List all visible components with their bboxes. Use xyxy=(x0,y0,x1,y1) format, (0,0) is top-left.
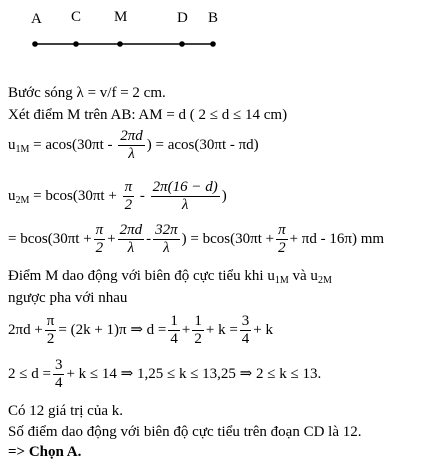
u-symbol: u xyxy=(8,137,16,154)
fraction-denominator: 4 xyxy=(54,374,63,391)
fraction-denominator: 2 xyxy=(95,239,104,256)
consider-point-line: Xét điểm M trên AB: AM = d ( 2 ≤ d ≤ 14 cm) xyxy=(8,107,288,123)
eq-part: = (2k + 1)π ⇒ d = xyxy=(58,322,167,339)
eq-part: = bcos(30πt + xyxy=(8,231,92,248)
combined-equation xyxy=(8,223,384,256)
fraction-denominator: 2 xyxy=(194,330,202,347)
eq-part: ) xyxy=(221,188,227,205)
fraction-numerator: π xyxy=(278,222,286,238)
eq-part: 2πd + xyxy=(8,322,43,339)
eq-part: + k xyxy=(253,322,273,339)
fraction xyxy=(168,314,180,347)
fraction-denominator: 2 xyxy=(278,239,286,256)
fraction-numerator: 3 xyxy=(241,313,250,329)
fraction-numerator: 3 xyxy=(54,357,63,373)
text-part: và u xyxy=(288,268,318,284)
point-a-label: A xyxy=(31,11,42,27)
fraction xyxy=(45,314,57,347)
u1m-equation xyxy=(8,129,259,162)
result-line: Số điểm dao động với biên độ cực tiểu trên đoạn CD là 12. xyxy=(8,424,362,440)
eq-part: - xyxy=(136,188,149,205)
point-d-dot xyxy=(179,41,185,47)
fraction-denominator: 4 xyxy=(241,330,250,347)
fraction-denominator: λ xyxy=(163,239,170,256)
point-b-label: B xyxy=(208,10,219,26)
fraction-numerator: π xyxy=(46,313,55,329)
fraction-numerator: 32π xyxy=(155,222,178,238)
fraction-numerator: π xyxy=(95,222,104,238)
point-m-label: M xyxy=(114,9,128,25)
point-c-label: C xyxy=(71,9,82,25)
fraction xyxy=(153,223,180,256)
fraction-denominator: λ xyxy=(181,196,189,213)
fraction-denominator: λ xyxy=(127,239,135,256)
point-c-dot xyxy=(73,41,79,47)
k-range-equation xyxy=(8,358,321,391)
fraction xyxy=(118,223,145,256)
point-b-dot xyxy=(210,41,216,47)
eq-part: = bcos(30πt + xyxy=(29,188,121,205)
fraction xyxy=(118,129,145,162)
point-d-label: D xyxy=(177,10,188,26)
u-subscript: 2M xyxy=(317,275,332,286)
phase-condition-equation xyxy=(8,314,273,347)
fraction xyxy=(53,358,65,391)
eq-part: + k = xyxy=(205,322,238,339)
fraction xyxy=(240,314,252,347)
k-count-line: Có 12 giá trị của k. xyxy=(8,403,123,419)
fraction xyxy=(123,180,135,213)
fraction-numerator: 2πd xyxy=(120,128,143,144)
eq-part: + πd - 16π) mm xyxy=(289,231,385,248)
fraction-numerator: 1 xyxy=(170,313,178,329)
u-subscript: 1M xyxy=(15,144,30,156)
min-amplitude-condition xyxy=(8,269,332,286)
u-symbol: u xyxy=(8,188,16,205)
eq-part: + xyxy=(181,322,191,339)
text-part: Điểm M dao động với biên độ cực tiểu khi u xyxy=(8,268,275,284)
fraction-numerator: π xyxy=(124,179,133,195)
eq-part: + xyxy=(107,231,116,248)
eq-part: 2 ≤ d = xyxy=(8,366,51,383)
fraction xyxy=(192,314,204,347)
eq-part: - xyxy=(146,231,152,248)
eq-part: ) = bcos(30πt + xyxy=(181,231,275,248)
fraction-denominator: 4 xyxy=(170,330,178,347)
u2m-equation xyxy=(8,180,227,213)
eq-part: + k ≤ 14 ⇒ 1,25 ≤ k ≤ 13,25 ⇒ 2 ≤ k ≤ 13. xyxy=(66,366,322,383)
answer-line: => Chọn A. xyxy=(8,444,82,460)
fraction-numerator: 2πd xyxy=(119,222,143,238)
antiphase-line: ngược pha với nhau xyxy=(8,290,128,306)
wavelength-line: Bước sóng λ = v/f = 2 cm. xyxy=(8,85,166,101)
u-subscript: 1M xyxy=(274,275,289,286)
fraction xyxy=(94,223,106,256)
point-m-dot xyxy=(117,41,123,47)
fraction-denominator: 2 xyxy=(46,330,55,347)
eq-part: = acos(30πt - xyxy=(29,137,117,154)
fraction-numerator: 2π(16 − d) xyxy=(152,179,218,195)
fraction-denominator: λ xyxy=(128,145,135,162)
eq-part: ) = acos(30πt - πd) xyxy=(146,137,259,154)
fraction-denominator: 2 xyxy=(124,196,133,213)
u-subscript: 2M xyxy=(15,195,30,207)
fraction xyxy=(151,180,220,213)
segment-line xyxy=(0,0,439,60)
fraction xyxy=(276,223,288,256)
fraction-numerator: 1 xyxy=(194,313,202,329)
point-a-dot xyxy=(32,41,38,47)
